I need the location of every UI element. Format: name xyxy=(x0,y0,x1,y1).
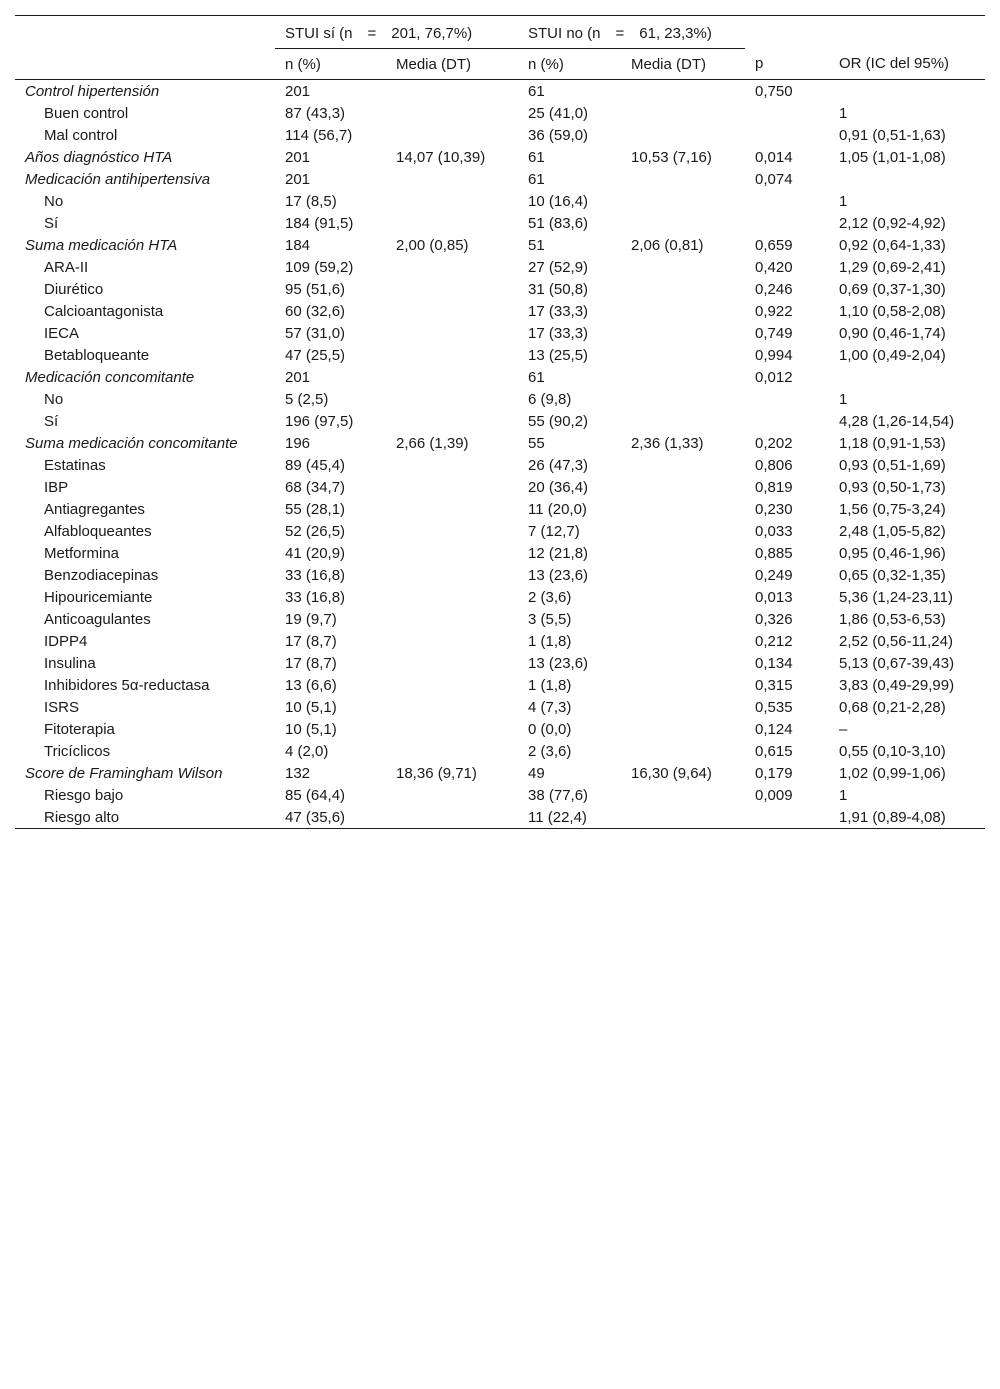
cell-n-si: 10 (5,1) xyxy=(285,699,337,716)
cell-or: 0,93 (0,50-1,73) xyxy=(839,479,946,496)
cell-n-no: 36 (59,0) xyxy=(528,127,589,144)
cell-or: 0,93 (0,51-1,69) xyxy=(839,457,946,474)
cell-p: 0,994 xyxy=(755,347,793,364)
row-label: Score de Framingham Wilson xyxy=(25,765,223,782)
row-label: Calcioantagonista xyxy=(44,303,164,320)
cell-or: 1 xyxy=(839,787,848,804)
cell-media-si xyxy=(386,388,518,410)
table-row xyxy=(15,762,985,784)
cell-p: 0,013 xyxy=(755,589,793,606)
cell-n-no: 13 (23,6) xyxy=(528,567,589,584)
table-row xyxy=(15,454,985,476)
cell-media-no xyxy=(621,344,745,366)
table-row xyxy=(15,256,985,278)
cell-p: 0,246 xyxy=(755,281,793,298)
cell-p: 0,074 xyxy=(755,171,793,188)
cell-or: 1 xyxy=(839,193,848,210)
table-row xyxy=(15,806,985,829)
cell-n-si: 87 (43,3) xyxy=(285,105,346,122)
row-label: Medicación antihipertensiva xyxy=(25,171,211,188)
cell-n-no: 25 (41,0) xyxy=(528,105,589,122)
cell-media-si xyxy=(386,366,518,388)
cell-n-si: 114 (56,7) xyxy=(285,127,353,144)
cell-media-si xyxy=(386,212,518,234)
cell-media-si xyxy=(386,168,518,190)
cell-media-si xyxy=(386,322,518,344)
cell-media-no xyxy=(621,520,745,542)
cell-media-no xyxy=(621,696,745,718)
cell-or xyxy=(829,168,985,190)
cell-n-no: 61 xyxy=(528,369,545,386)
cell-p: 0,535 xyxy=(755,699,793,716)
header-or: OR (IC del 95%) xyxy=(829,49,985,80)
cell-p: 0,615 xyxy=(755,743,793,760)
row-label: ISRS xyxy=(44,699,80,716)
cell-media-si: 14,07 (10,39) xyxy=(396,149,486,166)
cell-n-no: 3 (5,5) xyxy=(528,611,572,628)
cell-n-no: 61 xyxy=(528,149,545,166)
cell-media-no xyxy=(621,410,745,432)
cell-n-si: 33 (16,8) xyxy=(285,567,346,584)
row-label: Riesgo alto xyxy=(44,809,120,826)
cell-media-no xyxy=(621,652,745,674)
row-label: Betabloqueante xyxy=(44,347,150,364)
cell-media-si xyxy=(386,300,518,322)
cell-media-no xyxy=(621,124,745,146)
row-label: Sí xyxy=(44,413,59,430)
cell-p: 0,009 xyxy=(755,787,793,804)
results-table xyxy=(15,15,985,829)
cell-n-no: 27 (52,9) xyxy=(528,259,589,276)
cell-or: 0,95 (0,46-1,96) xyxy=(839,545,946,562)
cell-n-si: 52 (26,5) xyxy=(285,523,346,540)
cell-media-si xyxy=(386,696,518,718)
cell-media-no: 16,30 (9,64) xyxy=(631,765,712,782)
table-row xyxy=(15,146,985,168)
cell-media-no: 2,36 (1,33) xyxy=(631,435,704,452)
table-row xyxy=(15,190,985,212)
cell-n-si: 95 (51,6) xyxy=(285,281,346,298)
cell-p: 0,033 xyxy=(755,523,793,540)
cell-p: 0,885 xyxy=(755,545,793,562)
table-row xyxy=(15,300,985,322)
table-row xyxy=(15,212,985,234)
cell-media-no xyxy=(621,102,745,124)
row-label: Años diagnóstico HTA xyxy=(25,149,173,166)
cell-media-si xyxy=(386,190,518,212)
cell-media-no xyxy=(621,498,745,520)
cell-p: 0,750 xyxy=(755,83,793,100)
cell-p xyxy=(745,124,829,146)
cell-media-no xyxy=(621,806,745,829)
cell-or: 0,69 (0,37-1,30) xyxy=(839,281,946,298)
table-row xyxy=(15,740,985,762)
cell-media-no xyxy=(621,322,745,344)
row-label: Suma medicación HTA xyxy=(25,237,178,254)
cell-media-si xyxy=(386,278,518,300)
cell-p: 0,179 xyxy=(755,765,793,782)
cell-media-no: 10,53 (7,16) xyxy=(631,149,712,166)
table-row xyxy=(15,168,985,190)
cell-p: 0,202 xyxy=(755,435,793,452)
cell-media-si xyxy=(386,806,518,829)
cell-n-no: 2 (3,6) xyxy=(528,743,572,760)
table-row xyxy=(15,366,985,388)
table-row xyxy=(15,344,985,366)
cell-media-si xyxy=(386,586,518,608)
cell-p: 0,124 xyxy=(755,721,793,738)
cell-n-si: 4 (2,0) xyxy=(285,743,329,760)
cell-media-no xyxy=(621,168,745,190)
cell-or: 4,28 (1,26-14,54) xyxy=(839,413,955,430)
table-row xyxy=(15,674,985,696)
cell-media-si xyxy=(386,498,518,520)
row-label: Metformina xyxy=(44,545,120,562)
table-row xyxy=(15,102,985,124)
cell-media-si: 2,66 (1,39) xyxy=(396,435,469,452)
cell-p: 0,922 xyxy=(755,303,793,320)
cell-or: 1,05 (1,01-1,08) xyxy=(839,149,946,166)
cell-n-no: 13 (25,5) xyxy=(528,347,589,364)
cell-n-no: 38 (77,6) xyxy=(528,787,589,804)
cell-p: 0,249 xyxy=(755,567,793,584)
cell-or: 2,52 (0,56-11,24) xyxy=(839,633,953,650)
cell-p xyxy=(745,806,829,829)
table-row xyxy=(15,498,985,520)
cell-media-si xyxy=(386,520,518,542)
cell-media-si xyxy=(386,124,518,146)
cell-n-si: 17 (8,5) xyxy=(285,193,337,210)
cell-or: 1,10 (0,58-2,08) xyxy=(839,303,946,320)
table-row xyxy=(15,388,985,410)
header-empty-cell xyxy=(15,16,275,49)
cell-p xyxy=(745,190,829,212)
cell-n-no: 7 (12,7) xyxy=(528,523,580,540)
cell-n-no: 1 (1,8) xyxy=(528,633,572,650)
table-row xyxy=(15,80,985,103)
row-label: Antiagregantes xyxy=(44,501,145,518)
row-label: Benzodiacepinas xyxy=(44,567,159,584)
row-label: IBP xyxy=(44,479,69,496)
cell-or: 0,91 (0,51-1,63) xyxy=(839,127,946,144)
cell-n-si: 41 (20,9) xyxy=(285,545,346,562)
header-media-no: Media (DT) xyxy=(621,49,745,80)
cell-media-si xyxy=(386,608,518,630)
cell-or: 0,65 (0,32-1,35) xyxy=(839,567,946,584)
cell-n-no: 4 (7,3) xyxy=(528,699,572,716)
cell-n-si: 132 xyxy=(285,765,311,782)
cell-p: 0,212 xyxy=(755,633,793,650)
row-label: Riesgo bajo xyxy=(44,787,124,804)
cell-media-no xyxy=(621,300,745,322)
cell-n-si: 109 (59,2) xyxy=(285,259,354,276)
cell-n-si: 201 xyxy=(285,369,311,386)
cell-media-no xyxy=(621,718,745,740)
table-row xyxy=(15,124,985,146)
table-row xyxy=(15,520,985,542)
cell-n-no: 11 (20,0) xyxy=(528,501,587,518)
cell-or: 2,48 (1,05-5,82) xyxy=(839,523,946,540)
cell-media-si xyxy=(386,652,518,674)
cell-media-si xyxy=(386,102,518,124)
cell-n-si: 47 (35,6) xyxy=(285,809,346,826)
cell-n-si: 201 xyxy=(285,83,311,100)
row-label: Anticoagulantes xyxy=(44,611,151,628)
cell-n-si: 85 (64,4) xyxy=(285,787,346,804)
header-group-stui-no: STUI no (n = 61, 23,3%) xyxy=(518,16,745,49)
cell-n-no: 55 xyxy=(528,435,545,452)
cell-media-si xyxy=(386,256,518,278)
row-label: Sí xyxy=(44,215,59,232)
cell-p: 0,134 xyxy=(755,655,793,672)
row-label: No xyxy=(44,193,64,210)
cell-n-si: 13 (6,6) xyxy=(285,677,337,694)
cell-p: 0,806 xyxy=(755,457,793,474)
table-row xyxy=(15,564,985,586)
cell-media-no xyxy=(621,608,745,630)
cell-n-si: 196 xyxy=(285,435,311,452)
cell-n-no: 17 (33,3) xyxy=(528,325,589,342)
cell-n-si: 17 (8,7) xyxy=(285,633,337,650)
cell-n-no: 13 (23,6) xyxy=(528,655,589,672)
row-label: Insulina xyxy=(44,655,96,672)
row-label: ARA-II xyxy=(44,259,89,276)
cell-n-no: 49 xyxy=(528,765,545,782)
cell-or: 1,86 (0,53-6,53) xyxy=(839,611,946,628)
cell-or: 5,36 (1,24-23,11) xyxy=(839,589,953,606)
cell-media-si xyxy=(386,454,518,476)
header-n-no: n (%) xyxy=(518,49,621,80)
header-group-stui-si: STUI sí (n = 201, 76,7%) xyxy=(275,16,518,49)
cell-n-no: 55 (90,2) xyxy=(528,413,589,430)
header-empty-cell xyxy=(745,16,829,49)
table-row xyxy=(15,784,985,806)
cell-media-si xyxy=(386,718,518,740)
row-label: Hipouricemiante xyxy=(44,589,153,606)
row-label: Estatinas xyxy=(44,457,106,474)
row-label: Suma medicación concomitante xyxy=(25,435,238,452)
cell-or: 1,29 (0,69-2,41) xyxy=(839,259,946,276)
cell-n-si: 184 (91,5) xyxy=(285,215,354,232)
cell-n-no: 6 (9,8) xyxy=(528,391,572,408)
cell-n-si: 47 (25,5) xyxy=(285,347,346,364)
row-label: Fitoterapia xyxy=(44,721,115,738)
cell-n-si: 33 (16,8) xyxy=(285,589,346,606)
cell-media-no xyxy=(621,388,745,410)
cell-media-si: 2,00 (0,85) xyxy=(396,237,469,254)
cell-media-no xyxy=(621,212,745,234)
cell-media-no xyxy=(621,542,745,564)
table-body xyxy=(15,80,985,829)
cell-media-si xyxy=(386,630,518,652)
row-label: Diurético xyxy=(44,281,104,298)
cell-media-no xyxy=(621,80,745,103)
table-row xyxy=(15,718,985,740)
cell-media-si xyxy=(386,674,518,696)
cell-media-si xyxy=(386,80,518,103)
cell-n-si: 17 (8,7) xyxy=(285,655,337,672)
cell-n-si: 57 (31,0) xyxy=(285,325,346,342)
cell-or: 1,91 (0,89-4,08) xyxy=(839,809,946,826)
cell-n-si: 196 (97,5) xyxy=(285,413,354,430)
row-label: IECA xyxy=(44,325,80,342)
cell-media-no xyxy=(621,454,745,476)
cell-media-no xyxy=(621,784,745,806)
cell-media-si xyxy=(386,784,518,806)
cell-or xyxy=(829,366,985,388)
row-label: Buen control xyxy=(44,105,129,122)
cell-media-no xyxy=(621,564,745,586)
cell-or: 1,02 (0,99-1,06) xyxy=(839,765,946,782)
cell-or: 1,18 (0,91-1,53) xyxy=(839,435,946,452)
cell-p: 0,014 xyxy=(755,149,793,166)
cell-or: 0,55 (0,10-3,10) xyxy=(839,743,946,760)
cell-n-no: 0 (0,0) xyxy=(528,721,572,738)
cell-n-no: 11 (22,4) xyxy=(528,809,587,826)
cell-or: – xyxy=(839,721,848,738)
cell-or: 0,92 (0,64-1,33) xyxy=(839,237,946,254)
cell-or: 1,56 (0,75-3,24) xyxy=(839,501,946,518)
cell-media-no: 2,06 (0,81) xyxy=(631,237,704,254)
cell-n-no: 26 (47,3) xyxy=(528,457,589,474)
cell-media-no xyxy=(621,278,745,300)
table-row xyxy=(15,586,985,608)
cell-media-si xyxy=(386,344,518,366)
cell-n-no: 20 (36,4) xyxy=(528,479,589,496)
cell-media-no xyxy=(621,366,745,388)
cell-p xyxy=(745,388,829,410)
table-row xyxy=(15,476,985,498)
cell-or: 5,13 (0,67-39,43) xyxy=(839,655,955,672)
cell-media-no xyxy=(621,256,745,278)
table-row xyxy=(15,652,985,674)
cell-p: 0,230 xyxy=(755,501,793,518)
cell-n-si: 19 (9,7) xyxy=(285,611,337,628)
row-label: Tricíclicos xyxy=(44,743,111,760)
row-label: IDPP4 xyxy=(44,633,88,650)
row-label: Medicación concomitante xyxy=(25,369,195,386)
cell-n-no: 2 (3,6) xyxy=(528,589,572,606)
cell-n-no: 61 xyxy=(528,171,545,188)
header-media-si: Media (DT) xyxy=(386,49,518,80)
cell-n-no: 1 (1,8) xyxy=(528,677,572,694)
cell-p: 0,326 xyxy=(755,611,793,628)
cell-or: 1,00 (0,49-2,04) xyxy=(839,347,946,364)
cell-n-si: 60 (32,6) xyxy=(285,303,346,320)
table-row xyxy=(15,630,985,652)
cell-media-si: 18,36 (9,71) xyxy=(396,765,477,782)
table-row xyxy=(15,322,985,344)
row-label: Alfabloqueantes xyxy=(44,523,152,540)
cell-n-si: 89 (45,4) xyxy=(285,457,346,474)
cell-media-si xyxy=(386,476,518,498)
table-row xyxy=(15,234,985,256)
table-row xyxy=(15,696,985,718)
cell-n-no: 12 (21,8) xyxy=(528,545,589,562)
row-label: No xyxy=(44,391,64,408)
cell-n-no: 51 (83,6) xyxy=(528,215,589,232)
cell-or: 3,83 (0,49-29,99) xyxy=(839,677,955,694)
cell-media-no xyxy=(621,190,745,212)
cell-p: 0,420 xyxy=(755,259,793,276)
header-p: p xyxy=(745,49,829,80)
cell-or: 0,68 (0,21-2,28) xyxy=(839,699,946,716)
cell-or: 1 xyxy=(839,391,848,408)
table-header xyxy=(15,16,985,80)
cell-media-si xyxy=(386,542,518,564)
table-row xyxy=(15,608,985,630)
cell-media-no xyxy=(621,740,745,762)
cell-p xyxy=(745,410,829,432)
cell-n-si: 184 xyxy=(285,237,311,254)
cell-n-si: 68 (34,7) xyxy=(285,479,346,496)
cell-n-si: 10 (5,1) xyxy=(285,721,337,738)
row-label: Inhibidores 5α-reductasa xyxy=(44,677,210,694)
table-row xyxy=(15,410,985,432)
cell-media-no xyxy=(621,674,745,696)
cell-p: 0,819 xyxy=(755,479,793,496)
cell-or: 1 xyxy=(839,105,848,122)
cell-n-si: 5 (2,5) xyxy=(285,391,329,408)
cell-or: 2,12 (0,92-4,92) xyxy=(839,215,946,232)
table-row xyxy=(15,432,985,454)
cell-p xyxy=(745,102,829,124)
row-label: Mal control xyxy=(44,127,118,144)
cell-p xyxy=(745,212,829,234)
cell-media-no xyxy=(621,630,745,652)
cell-or xyxy=(829,80,985,103)
cell-n-no: 17 (33,3) xyxy=(528,303,589,320)
cell-p: 0,749 xyxy=(755,325,793,342)
table-row xyxy=(15,542,985,564)
cell-n-no: 61 xyxy=(528,83,545,100)
cell-p: 0,659 xyxy=(755,237,793,254)
cell-media-si xyxy=(386,740,518,762)
cell-p: 0,012 xyxy=(755,369,793,386)
header-label-cell xyxy=(15,49,275,80)
cell-n-no: 10 (16,4) xyxy=(528,193,589,210)
cell-n-si: 201 xyxy=(285,149,311,166)
cell-media-si xyxy=(386,564,518,586)
cell-media-no xyxy=(621,476,745,498)
header-n-si: n (%) xyxy=(275,49,386,80)
cell-p: 0,315 xyxy=(755,677,793,694)
cell-media-no xyxy=(621,586,745,608)
cell-or: 0,90 (0,46-1,74) xyxy=(839,325,946,342)
table-row xyxy=(15,278,985,300)
cell-n-si: 55 (28,1) xyxy=(285,501,346,518)
header-empty-cell xyxy=(829,16,985,49)
cell-media-si xyxy=(386,410,518,432)
row-label: Control hipertensión xyxy=(25,83,160,100)
cell-n-no: 51 xyxy=(528,237,545,254)
cell-n-si: 201 xyxy=(285,171,311,188)
cell-n-no: 31 (50,8) xyxy=(528,281,589,298)
